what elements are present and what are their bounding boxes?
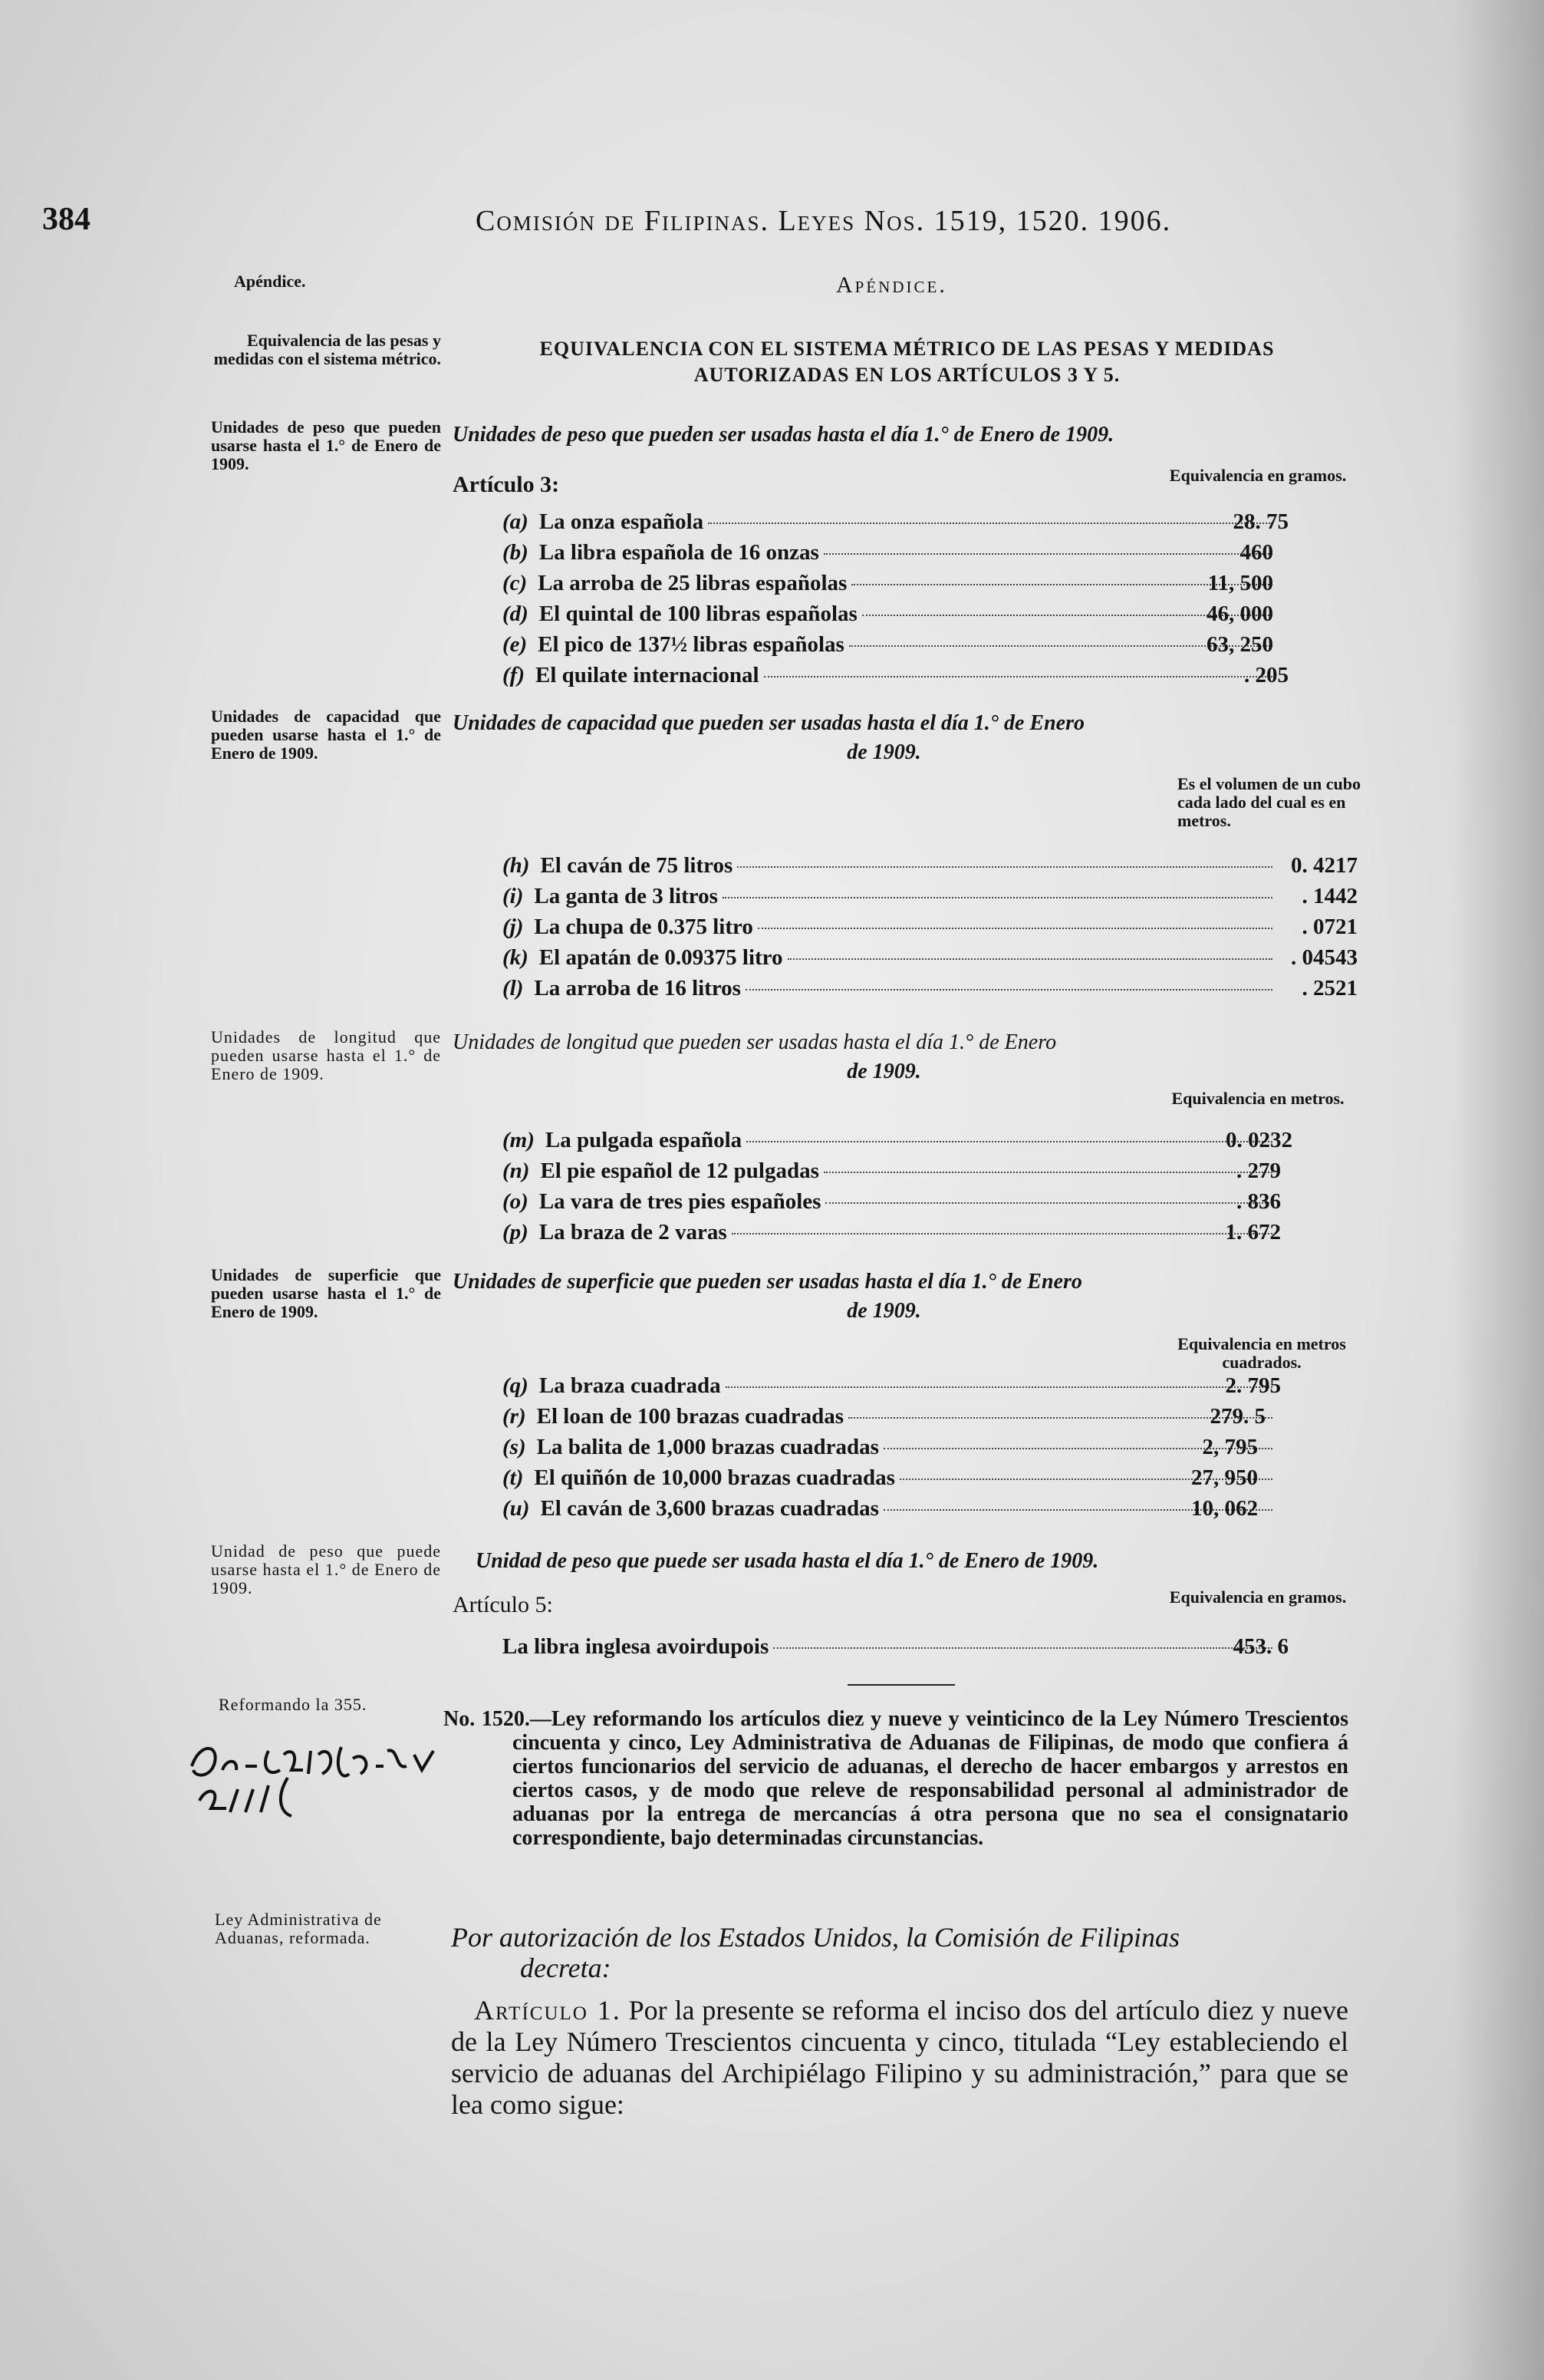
item-label: La chupa de 0.375 litro [534,915,753,939]
leader-dots [788,958,1272,960]
margin-note-longitud: Unidades de longitud que pueden usarse hasta el 1.° de Enero de 1909. [211,1027,441,1083]
item-value: 279. 5 [1210,1404,1266,1429]
item-label: La balita de 1,000 brazas cuadradas [536,1435,879,1459]
item-value: 460 [1239,540,1273,565]
item-value: 27, 950 [1191,1465,1258,1490]
item-letter: (n) [502,1159,530,1183]
capacity-heading-line2: de 1909. [847,740,921,764]
item-value: 1. 672 [1225,1220,1281,1244]
item-label: El pico de 137½ libras españolas [538,632,844,657]
list-item [502,915,1277,944]
item-value: 11, 500 [1207,571,1273,595]
item-label: La braza de 2 varas [538,1220,727,1244]
item-letter: (e) [502,632,528,657]
item-value: . 1442 [1302,884,1358,908]
list-item [502,632,1277,661]
list-item [502,945,1277,974]
item-label: La vara de tres pies españoles [538,1189,821,1214]
item-value: . 205 [1244,663,1289,687]
item-letter: (c) [502,571,528,595]
item-value: . 836 [1236,1189,1281,1214]
article-1-paragraph [451,1995,1348,2121]
item-value: 0. 4217 [1291,853,1358,878]
margin-note-equivalencia: Equivalencia de las pesas y medidas con el sistema métrico. [213,331,441,368]
margin-note-reformando: Reformando la 355. [219,1695,367,1714]
margin-note-capacidad: Unidades de capacidad que pueden usarse hasta el 1.° de Enero de 1909. [211,707,441,763]
margin-note-apendice: Apéndice. [234,272,306,291]
leader-dots [723,897,1272,898]
length-unit-header: Equivalencia en metros. [1171,1089,1345,1108]
leader-dots [737,866,1272,868]
capacity-unit-header: Es el volumen de un cubo cada lado del cual es en metros. [1177,774,1361,830]
list-item [502,509,1277,539]
margin-note-superficie: Unidades de superficie que pueden usarse hasta el 1.° de Enero de 1909. [211,1265,441,1321]
item-letter: (j) [502,915,524,939]
item-letter: (p) [502,1220,528,1244]
main-title-line2: AUTORIZADAS EN LOS ARTÍCULOS 3 Y 5. [693,364,1121,386]
weight-heading: Unidades de peso que pueden ser usadas hasta el día 1.° de Enero de 1909. [453,423,1114,447]
item-letter: (q) [502,1373,528,1398]
list-item [502,571,1277,600]
decree-clause [451,1922,1348,1983]
item-label: El caván de 3,600 brazas cuadradas [540,1496,879,1521]
main-title [453,336,1361,388]
item-letter: (i) [502,884,524,908]
surface-unit-header: Equivalencia en metros cuadrados. [1177,1334,1346,1372]
running-title: Comisión de Filipinas. Leyes Nos. 1519, 1520. 1906. [476,205,1172,237]
decree-line2: decreta: [520,1953,611,1983]
list-item [502,1634,1277,1663]
page-number: 384 [42,202,91,237]
running-header [42,201,1346,239]
item-value: 2, 795 [1202,1435,1258,1459]
list-item [502,602,1277,631]
item-letter: (r) [502,1404,526,1429]
item-value: 63, 250 [1207,632,1273,657]
appendix-title: Apéndice. [836,272,947,298]
item-label: El quiñón de 10,000 brazas cuadradas [534,1465,895,1490]
item-label: La braza cuadrada [538,1373,721,1398]
handwritten-annotation [184,1736,445,1824]
list-item [502,1128,1277,1157]
list-item [502,976,1277,1005]
item-label: El quilate internacional [535,663,759,687]
item-letter: (a) [502,509,528,534]
list-item [502,884,1277,913]
item-letter: (o) [502,1189,528,1214]
margin-note-peso: Unidades de peso que pueden usarse hasta el 1.° de Enero de 1909. [211,417,441,473]
item-label: La libra española de 16 onzas [538,540,819,565]
item-label: La onza española [538,509,704,534]
item-letter: (t) [502,1465,524,1490]
item-value: 46, 000 [1207,602,1273,626]
list-item [502,1220,1277,1249]
item-letter: (m) [502,1128,535,1152]
item-label: El loan de 100 brazas cuadradas [536,1404,844,1429]
surface-heading [453,1267,1361,1326]
item-value: 453. 6 [1233,1634,1289,1659]
item-value: 0. 0232 [1226,1128,1292,1152]
item-letter: (b) [502,540,528,565]
law-1520-text: No. 1520.—Ley reformando los artículos diez y nueve y veinticinco de la Ley Número Trescientos cincuenta y cinco, Ley Administrativa de Aduanas de Filipinas, de modo que confiera á ciertos funcionarios del servicio de aduanas, el derecho de hacer embargos y arrestos en ciertos casos, y de modo que releve de responsabilidad personal al administrador de aduanas por la entrega de mercancías á otra persona que no sea el consignatario correspondiente, bajo determinadas circunstancias. [443,1707,1348,1850]
list-item [502,540,1277,569]
item-value: 28. 75 [1233,509,1289,534]
margin-note-ley-administrativa: Ley Administrativa de Aduanas, reformada. [215,1910,382,1947]
list-item [502,1373,1277,1403]
handwriting-icon [184,1736,445,1820]
law-1520-title [443,1707,1348,1850]
surface-heading-line2: de 1909. [847,1299,921,1323]
item-letter: (d) [502,602,528,626]
article-3-label: Artículo 3: [453,472,560,497]
list-item [502,1189,1277,1218]
item-value: . 2521 [1302,976,1358,1000]
section-divider [848,1684,955,1686]
item-letter: (s) [502,1435,526,1459]
item-letter: (u) [502,1496,530,1521]
leader-dots [746,989,1272,991]
item-label: El apatán de 0.09375 litro [538,945,783,970]
surface-heading-line1: Unidades de superficie que pueden ser usadas hasta el día 1.° de Enero [453,1270,1082,1294]
capacity-heading [453,709,1361,767]
article-1-text: Por la presente se reforma el inciso dos del artículo diez y nueve de la Ley Número Trescientos cincuenta y cinco, titulada “Ley estableciendo el servicio de aduanas del Archipiélago Filipino y su administración,” para que se lea como sigue: [451,1995,1349,2120]
item-letter: (k) [502,945,528,970]
length-heading-line1: Unidades de longitud que pueden ser usadas hasta el día 1.° de Enero [453,1030,1057,1054]
list-item [502,1159,1277,1188]
main-title-line1: EQUIVALENCIA CON EL SISTEMA MÉTRICO DE LAS PESAS Y MEDIDAS [539,338,1275,360]
decree-line1: Por autorización de los Estados Unidos, la Comisión de Filipinas [451,1922,1180,1953]
item-label: La arroba de 16 litros [534,976,741,1000]
capacity-heading-line1: Unidades de capacidad que pueden ser usadas hasta el día 1.° de Enero [453,711,1085,735]
item-label: La pulgada española [545,1128,742,1152]
length-heading-line2: de 1909. [847,1060,921,1083]
item-value: . 0721 [1302,915,1358,939]
item-letter: (l) [502,976,524,1000]
list-item [502,663,1277,692]
leader-dots [758,928,1272,929]
item-value: 2. 795 [1225,1373,1281,1398]
weight2-unit-header: Equivalencia en gramos. [1169,1587,1347,1607]
article-1-lead: Artículo 1. [474,1995,621,2026]
item-label: La arroba de 25 libras españolas [538,571,848,595]
item-label: El caván de 75 litros [540,853,733,878]
item-label: La ganta de 3 litros [534,884,718,908]
item-letter: (f) [502,663,525,687]
weight2-heading: Unidad de peso que puede ser usada hasta el día 1.° de Enero de 1909. [476,1549,1099,1573]
item-letter: (h) [502,853,530,878]
margin-note-unidad-peso: Unidad de peso que puede usarse hasta el 1.° de Enero de 1909. [211,1541,441,1597]
item-label: El quintal de 100 libras españolas [538,602,858,626]
page-edge-shadow [1452,0,1544,2380]
length-heading [453,1028,1361,1086]
item-value: . 279 [1236,1159,1281,1183]
list-item [502,853,1277,882]
weight-unit-header: Equivalencia en gramos. [1169,466,1347,485]
item-value: 10, 062 [1191,1496,1258,1521]
item-label: El pie español de 12 pulgadas [540,1159,819,1183]
item-label: La libra inglesa avoirdupois [502,1634,769,1659]
article-5-label: Artículo 5: [453,1592,553,1617]
item-value: . 04543 [1291,945,1358,970]
